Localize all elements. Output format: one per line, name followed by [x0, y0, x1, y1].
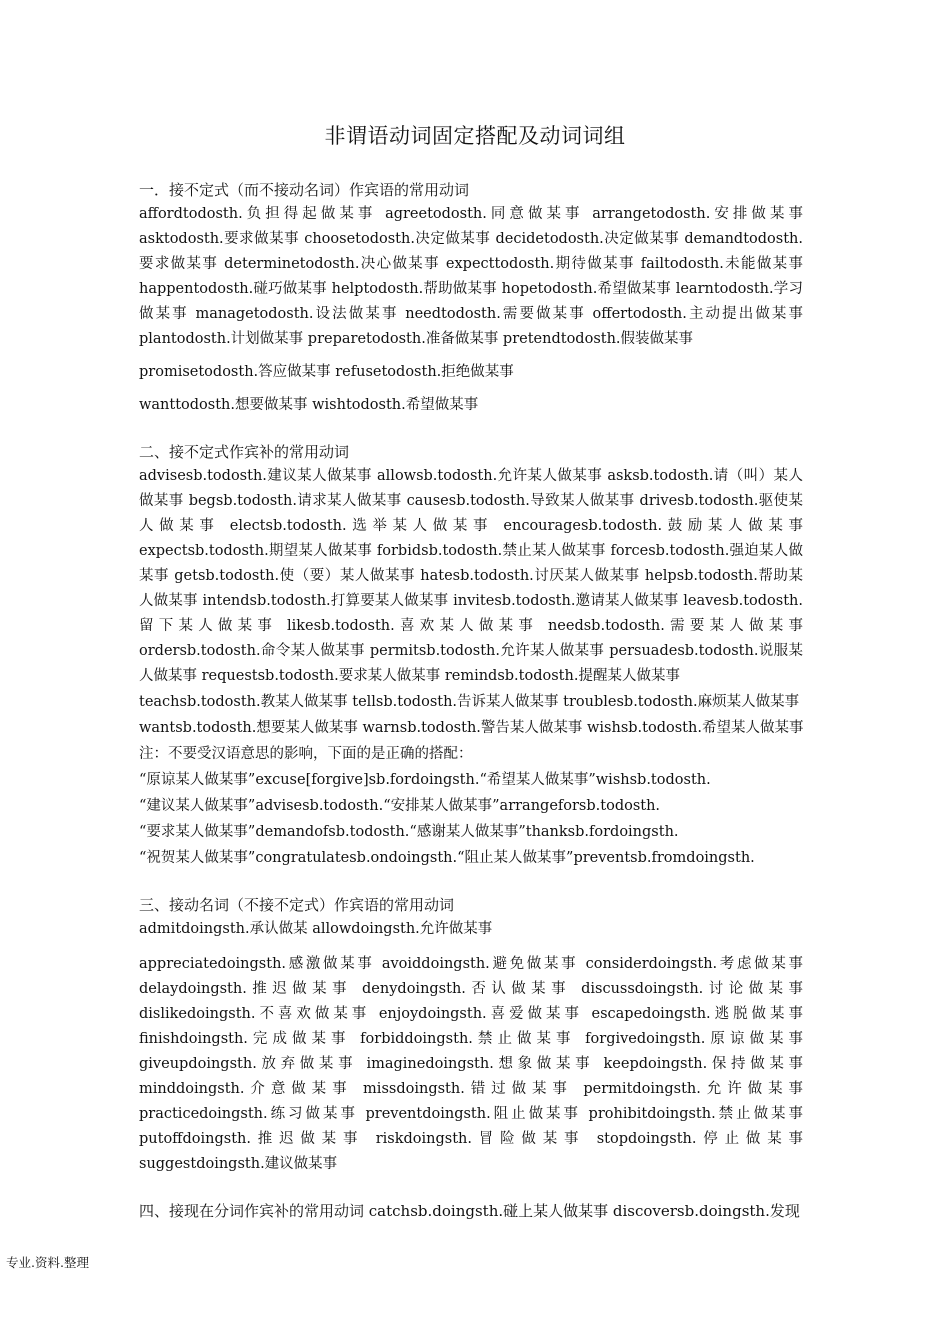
section-1-paragraph: affordtodosth.负担得起做某事 agreetodosth.同意做某事 arrangetodosth.安排做某事 asktodosth.要求做某事 choosetodosth.决定做某事 decidetodosth.决定做某事 demandtodosth.要求做某事 determinetodosth.决心做某事 expecttodosth.期待做某事 failtodosth.未能做某事 happentodosth.碰巧做某事 helptodosth.帮助做某事 hopetodosth.希望做某事 learntodosth.学习做某事 managetodosth.设法做某事 needtodosth.需要做某事 offertodosth.主动提出做某事 plantodosth.计划做某事 preparetodosth.准备做某事 pretendtodosth.假装做某事	[139, 206, 803, 347]
section-2-line: teachsb.todosth.教某人做某事 tellsb.todosth.告诉某人做某事 troublesb.todosth.麻烦某人做某事	[139, 694, 800, 710]
document-body	[139, 178, 803, 1245]
section-4-line: 四、接现在分词作宾补的常用动词 catchsb.doingsth.碰上某人做某事 discoversb.doingsth.发现	[139, 1202, 800, 1220]
section-3	[139, 893, 803, 1177]
section-3-heading: 三、接动名词（不接不定式）作宾语的常用动词	[139, 896, 455, 914]
section-3-first-line: admitdoingsth.承认做某 allowdoingsth.允许做某事	[139, 921, 493, 937]
section-2-heading: 二、接不定式作宾补的常用动词	[139, 443, 350, 461]
section-1-paragraph: promisetodosth.答应做某事 refusetodosth.拒绝做某事	[139, 364, 514, 380]
section-2-line: “祝贺某人做某事”congratulatesb.ondoingsth.“阻止某人做某事”preventsb.fromdoingsth.	[139, 850, 755, 866]
document-title: 非谓语动词固定搭配及动词词组	[324, 124, 626, 148]
section-2-line: “原谅某人做某事”excuse[forgive]sb.fordoingsth.“希望某人做某事”wishsb.todosth.	[139, 772, 711, 788]
footer-note: 专业.资料.整理	[6, 1255, 89, 1270]
section-1-heading: 一．接不定式（而不接动名词）作宾语的常用动词	[139, 181, 470, 199]
section-3-paragraph: appreciatedoingsth.感激做某事 avoiddoingsth.避免做某事 considerdoingsth.考虑做某事 delaydoingsth.推迟做某事 denydoingsth.否认做某事 discussdoingsth.讨论做某事 dislikedoingsth.不喜欢做某事 enjoydoingsth.喜爱做某事 escapedoingsth.逃脱做某事 finishdoingsth.完成做某事 forbiddoingsth.禁止做某事 forgivedoingsth.原谅做某事 giveupdoingsth.放弃做某事 imaginedoingsth.想象做某事 keepdoingsth.保持做某事 minddoingsth.介意做某事 missdoingsth.错过做某事 permitdoingsth.允许做某事 practicedoingsth.练习做某事 preventdoingsth.阻止做某事 prohibitdoingsth.禁止做某事 putoffdoingsth.推迟做某事 riskdoingsth.冒险做某事 stopdoingsth.停止做某事 suggestdoingsth.建议做某事	[139, 956, 803, 1172]
section-2	[139, 440, 803, 871]
section-2-note: 注：不要受汉语意思的影响，下面的是正确的搭配：	[139, 746, 473, 762]
section-2-line: “要求某人做某事”demandofsb.todosth.“感谢某人做某事”thanksb.fordoingsth.	[139, 824, 679, 840]
section-1-paragraph: wanttodosth.想要做某事 wishtodosth.希望做某事	[139, 397, 479, 413]
section-2-paragraph: advisesb.todosth.建议某人做某事 allowsb.todosth.允许某人做某事 asksb.todosth.请（叫）某人做某事 begsb.todosth.请求某人做某事 causesb.todosth.导致某人做某事 drivesb.todosth.驱使某人做某事 electsb.todosth.选举某人做某事 encouragesb.todosth.鼓励某人做某事 expectsb.todosth.期望某人做某事 forbidsb.todosth.禁止某人做某事 forcesb.todosth.强迫某人做某事 getsb.todosth.使（要）某人做某事 hatesb.todosth.讨厌某人做某事 helpsb.todosth.帮助某人做某事 intendsb.todosth.打算要某人做某事 invitesb.todosth.邀请某人做某事 leavesb.todosth.留下某人做某事 likesb.todosth.喜欢某人做某事 needsb.todosth.需要某人做某事 ordersb.todosth.命令某人做某事 permitsb.todosth.允许某人做某事 persuadesb.todosth.说服某人做某事 requestsb.todosth.要求某人做某事 remindsb.todosth.提醒某人做某事	[139, 468, 803, 684]
section-2-line: “建议某人做某事”advisesb.todosth.“安排某人做某事”arrangeforsb.todosth.	[139, 798, 661, 814]
section-2-line: wantsb.todosth.想要某人做某事 warnsb.todosth.警告某人做某事 wishsb.todosth.希望某人做某事	[139, 720, 804, 736]
section-4	[139, 1199, 803, 1223]
section-1	[139, 178, 803, 418]
